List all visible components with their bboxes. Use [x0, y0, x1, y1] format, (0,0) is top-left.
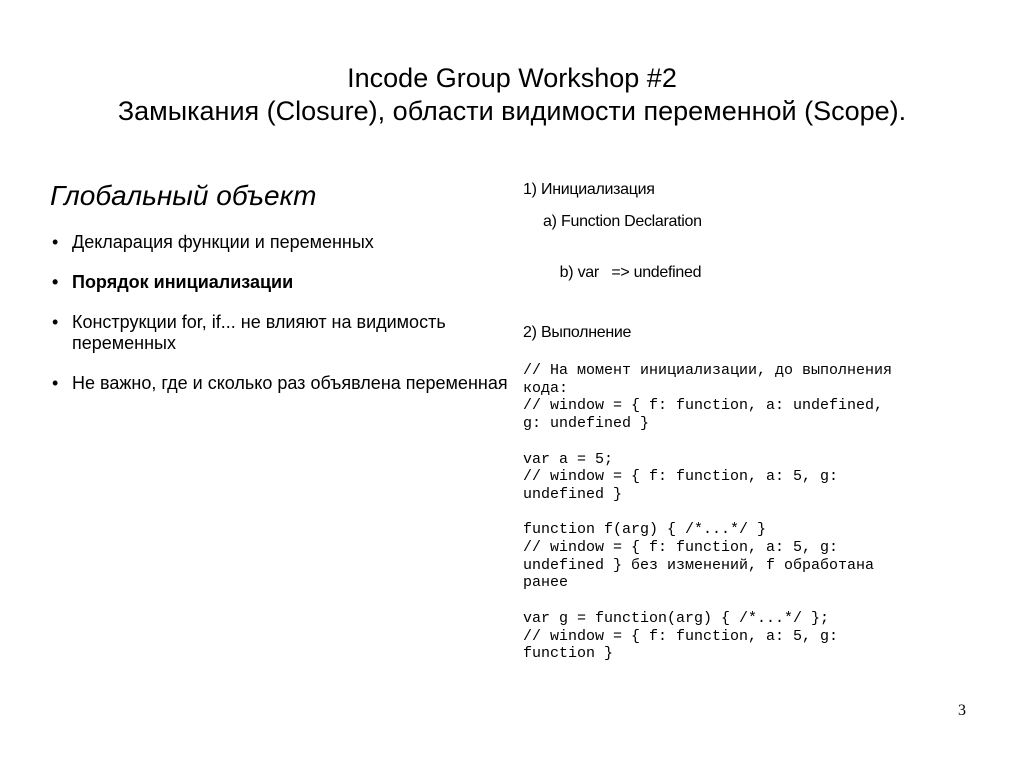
code-line: // window = { f: function, a: 5, g:	[523, 539, 839, 557]
code-line: ранее	[523, 574, 569, 592]
code-block	[523, 362, 983, 663]
code-line: кода:	[523, 379, 569, 397]
bullet-dot-icon: •	[52, 312, 59, 332]
bullet-text: Конструкции for, if... не влияют на видимость переменных	[72, 312, 446, 353]
bullet-item	[50, 312, 510, 354]
bullet-item	[50, 373, 510, 394]
bullet-dot-icon: •	[52, 272, 59, 292]
bullet-dot-icon: •	[52, 373, 59, 393]
code-line	[523, 433, 983, 451]
code-line: // На момент инициализации, до выполнения	[523, 362, 893, 379]
title-line-2: Замыкания (Closure), области видимости переменной (Scope).	[117, 96, 907, 126]
slide-title	[0, 62, 1024, 128]
substep-var	[543, 243, 983, 303]
step-label: Инициализация	[541, 181, 655, 198]
right-column	[523, 180, 983, 663]
bullet-text: Не важно, где и сколько раз объявлена переменная	[72, 373, 508, 393]
code-line	[523, 592, 983, 610]
substep-label: Function Declaration	[561, 213, 702, 230]
step-execution	[523, 323, 983, 343]
bullet-dot-icon: •	[52, 232, 59, 252]
substep-function-declaration	[543, 212, 983, 232]
bullet-item	[50, 272, 510, 293]
bullet-item	[50, 232, 510, 253]
section-heading: Глобальный объект	[50, 180, 317, 211]
substep-number: b)	[559, 264, 574, 281]
code-line: // window = { f: function, a: 5, g:	[523, 627, 839, 645]
bullet-text: Декларация функции и переменных	[72, 232, 374, 252]
page-number: 3	[958, 702, 966, 719]
code-line: function f(arg) { /*...*/ }	[523, 521, 767, 539]
substep-number: a)	[543, 213, 557, 230]
left-column	[50, 178, 510, 413]
code-line: undefined }	[523, 485, 623, 503]
title-line-1: Incode Group Workshop #2	[347, 63, 677, 93]
code-line: var g = function(arg) { /*...*/ };	[523, 609, 830, 627]
bullet-text: Порядок инициализации	[72, 272, 294, 292]
bullet-list	[50, 232, 510, 394]
step-number: 2)	[523, 324, 537, 341]
step-label: Выполнение	[541, 324, 632, 341]
code-line: g: undefined }	[523, 415, 650, 433]
step-initialization	[523, 180, 983, 200]
substep-label: var => undefined	[577, 264, 702, 281]
code-line: var a = 5;	[523, 450, 614, 468]
step-number: 1)	[523, 181, 537, 198]
code-line: function }	[523, 645, 614, 663]
code-line: // window = { f: function, a: undefined,	[523, 397, 884, 415]
code-line	[523, 504, 983, 522]
code-line: undefined } без изменений, f обработана	[523, 556, 875, 574]
code-line: // window = { f: function, a: 5, g:	[523, 468, 839, 486]
